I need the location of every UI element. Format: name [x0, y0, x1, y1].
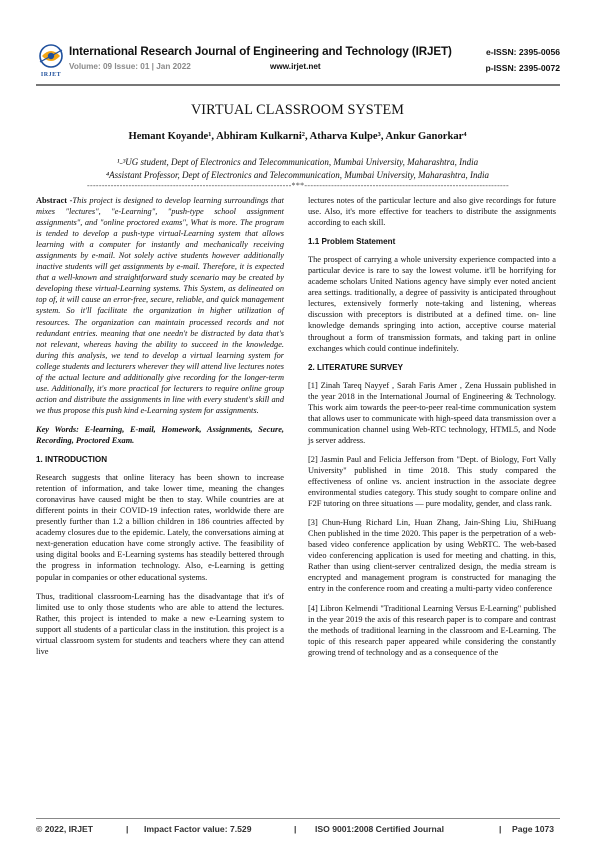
intro-paragraph-2: Thus, traditional classroom-Learning has the disadvantage that it's of limited use to only those students who are able to attend the lectures. Rather, this project is intended to make a new e-Learning system to support all students of a particular class in the institution. this project is a virtual classroom system for students and teachers where they can attend live	[36, 591, 284, 656]
right-column	[308, 195, 556, 666]
footer-copyright: © 2022, IRJET	[36, 824, 93, 834]
abstract	[36, 195, 284, 416]
author-list: Hemant Koyande¹, Abhiram Kulkarni², Atharva Kulpe³, Ankur Ganorkar⁴	[128, 131, 467, 142]
affiliation-2: ⁴Assistant Professor, Dept of Electronics and Telecommunication, Mumbai University, Maharashtra, India	[105, 170, 490, 180]
intro-heading: 1. INTRODUCTION	[36, 455, 108, 465]
literature-item-2: [2] Jasmin Paul and Felicia Jefferson from "Dept. of Biology, Fort Vally University" published in time 2018. This study compared the effectiveness of online vs. ancient instruction in the associate degree environmental studies category. This study sought to compare online and F2F tutoring on three situations — pure modality, gender, and class rank.	[308, 454, 556, 509]
problem-statement-text: The prospect of carrying a whole university experience compacted into a particular device is rare to say the lowest volume. it'll be horrifying for academe scholars United Nations agency have simply ever noted ancient area settings. traditionally, a degree of passivity is anticipated throughout lectures, extensively formerly note-taking and listening, whereas discussion with preceptors is distributed at a defined time. on- line knowledge demands springing into action, acceptive course material throughout a form of transmission formats, and taking part in online exchanges which could continue indefinitely.	[308, 255, 556, 353]
literature-survey-heading: 2. LITERATURE SURVEY	[308, 362, 404, 372]
volume-issue: Volume: 09 Issue: 01 | Jan 2022	[69, 62, 191, 71]
intro-paragraph-1: Research suggests that online literacy has been shown to increase retention of information, and take lower time, meaning the changes coronavirus have caused might be then to stay. While countries are at different points in their COVID-19 infection rates, worldwide there are presently further than 1.2 a billion children in 186 countries affected by academy closures due to the epidemic. Lately, the conversations aiming at next-generation education have come strongly active. The feasibility of using digital books and E-Learning systems has steadily bettered through the progress in information technology. Also, e-Learning is getting popular in companies or other educational systems.	[36, 473, 284, 582]
irjet-logo-icon	[36, 43, 66, 77]
literature-item-1: [1] Zinah Tareq Nayyef , Sarah Faris Amer , Zena Hussain published in the year 2018 in the International Journal of Engineering & Technology. This work aim towards the peer-to-peer real-time communication system that allows user to communicate with high-speed data transmission over a communication channel using Web-RTC technology, HTML5, and Node js server address.	[308, 380, 556, 445]
left-column	[36, 195, 284, 665]
e-issn: e-ISSN: 2395-0056	[485, 47, 560, 57]
footer-iso: ISO 9001:2008 Certified Journal	[315, 824, 444, 834]
header-divider	[36, 84, 560, 86]
keywords-label: Key Words	[36, 424, 77, 434]
logo-text: IRJET	[40, 72, 62, 78]
literature-item-3: [3] Chun-Hung Richard Lin, Huan Zhang, Jain-Shing Liu, ShiHuang Chen published in the time 2020. This paper is the perpetration of a web-based video conference application by using WebRTC. The web-based video conferencing application is used for meeting and chatting. in this, Rather than using client-server centralized design, the media stream is encrypted and management program is constructed for managing the entry in the conference room and creating a multi-party video conference	[308, 518, 556, 594]
footer-divider	[36, 818, 560, 819]
literature-item-4: [4] Libron Kelmendi "Traditional Learning Versus E-Learning" published in the year 2019 the axis of this research paper is to compare and contrast the methods of traditional learning in the classroom and E-Learning. The topic of this research paper appeared while considering the constantly growing trend of technology and as a consequence of the	[308, 603, 556, 657]
keywords	[36, 424, 284, 446]
footer-separator: |	[499, 824, 502, 834]
abstract-label: Abstract -	[36, 196, 73, 205]
journal-header	[36, 43, 560, 83]
section-separator: ---------------------------------------------------------------------***---------------------------------------------------------------------	[87, 181, 509, 190]
intro-continuation: lectures notes of the particular lecture and also give recordings for future use. Also, it's more effective for teachers to distribute the assignments according to each skill.	[308, 196, 556, 228]
footer-separator: |	[294, 824, 297, 834]
journal-website-link[interactable]: www.irjet.net	[270, 62, 321, 71]
footer-separator: |	[126, 824, 129, 834]
footer-impact-factor: Impact Factor value: 7.529	[144, 824, 252, 834]
problem-statement-heading: 1.1 Problem Statement	[308, 237, 396, 247]
footer-page-number: Page 1073	[512, 824, 555, 834]
paper-title: VIRTUAL CLASSROOM SYSTEM	[190, 102, 405, 118]
p-issn: p-ISSN: 2395-0072	[485, 63, 560, 73]
keywords-text: : E-learning, E-mail, Homework, Assignments, Secure, Recording, Proctored Exam.	[36, 424, 285, 445]
journal-title: International Research Journal of Engineering and Technology (IRJET)	[69, 45, 452, 58]
affiliation-1: ¹˗³UG student, Dept of Electronics and Telecommunication, Mumbai University, Maharashtra, India	[116, 157, 479, 167]
abstract-text: This project is designed to develop learning surroundings that mixes "lectures", "e-Learning", "push-type school assignment assignments", and "online proctored exams", What is more. The program is tended to develop a push-type virtual-Learning system that allows learning with a computer for instantly and mechanically receiving assignments by e-mail. Not solely active students however additionally inactive students will get assignments by e-mail. Therefore, it is expected that a well-known and straightforward study scenario may be created by developing these virtual-Learning systems. This System, as delineated on top of, it will cause an error-free, secure, reliable, and quick management system. So it'll facilitate the organization in higher utilization of resources. The organization can maintain processed records and not redundant entries. meaning that one needn't be distracted by data that's not relevant, whereas having the ability to succeed in the knowledge. during this analysis, we tend to develop a virtual learning system for college students and lecturers wherever they will attend live lectures notes of the actual lecture and additionally give recording for the longer-term use. Additionally, it's more practical for lecturers to require online group action and distribute the assignments in line with every student's skill and we thus propose this push kind e-Learning system for assignments.	[36, 196, 284, 415]
